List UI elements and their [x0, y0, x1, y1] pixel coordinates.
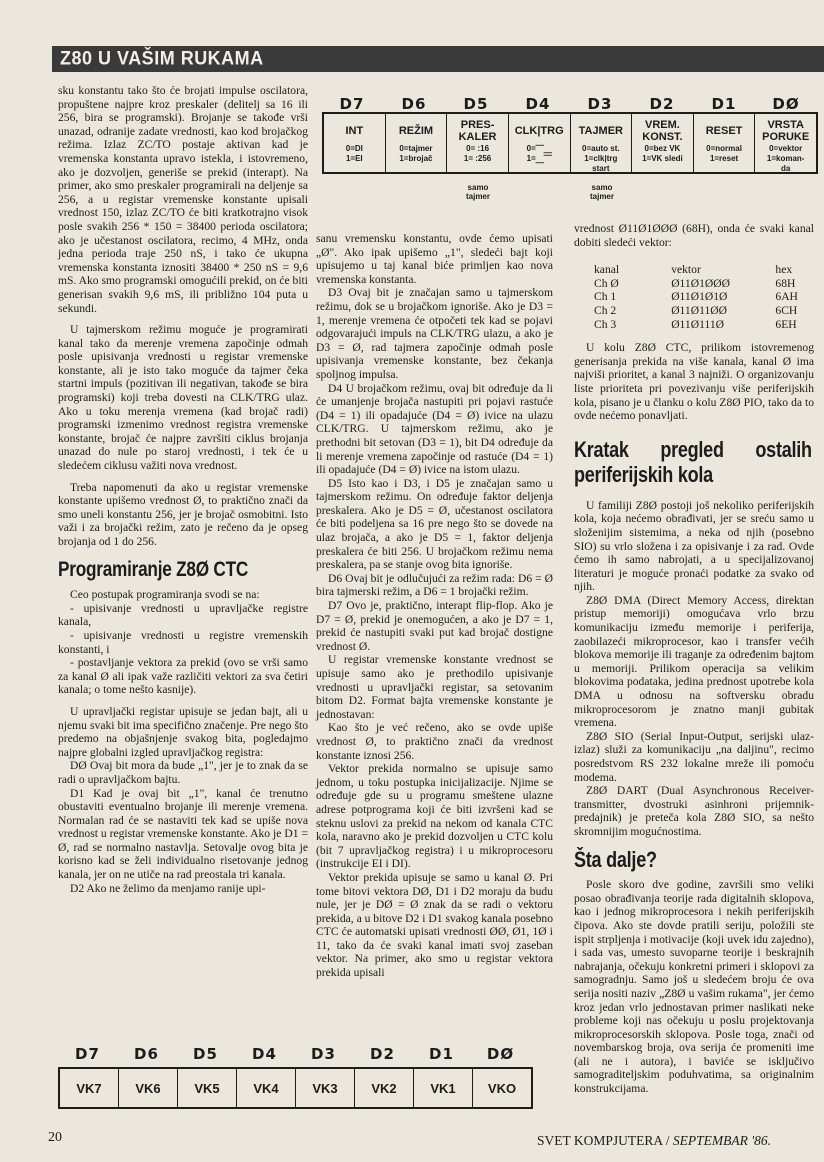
table-cell: 6EH — [775, 317, 797, 331]
column-2 — [316, 232, 553, 980]
bit-label: D4 — [525, 95, 551, 113]
register-cell: VK3 — [296, 1069, 355, 1107]
paragraph: Posle skoro dve godine, završili smo veliki posao obrađivanja teorije rada digitalnih sklopova, kao i jednog mikroprocesora i nekih periferijskih čipova. Ako ste dovde pratili seriju, položili ste ispit strpljenja i motivacije (koji uvek idu zajedno), i sada vas, umesto suvoparne teorije i beskrajnih nabrajanja, očekuju konkretni primeri i sklopovi za samogradnju. Samo još u sledećem broju će ova serija nositi naziv „Z8Ø u vašim rukama", jer ćemo kroz jedan vrlo jednostavan primer naslikati neke probleme koji nas očekuju u poslu projektovanja mikroprocesorskih sklopova. Posle toga, znači od novembarskog broja, ova serija će promeniti ime (ali ne i autora), i baviće se isključivo samograditeljskim poduhvatima, sa originalnim konstrukcijama. — [574, 878, 814, 1096]
bit-label: D1 — [429, 1045, 454, 1063]
bit-labels-top — [318, 95, 818, 113]
column-header: vektor — [671, 263, 701, 277]
section-heading: Programiranje Z8Ø CTC — [58, 557, 249, 581]
page-number: 20 — [48, 1130, 62, 1145]
bit-label: DØ — [486, 1045, 515, 1063]
vector-register-box — [58, 1067, 533, 1109]
register-cell — [509, 114, 571, 172]
table-row — [594, 290, 814, 304]
table-cell: 6AH — [775, 290, 798, 304]
paragraph: Z8Ø DART (Dual Asynchronous Receiver-transmitter, dvostruki asinhroni prijemnik-predajnik) je preteča kola Z8Ø SIO, sa nešto skromnijim mogućnostima. — [574, 784, 814, 838]
bit-label: D7 — [75, 1045, 100, 1063]
table-row — [594, 304, 814, 318]
cell-name: RESET — [705, 125, 743, 137]
vector-register-diagram — [58, 1045, 533, 1096]
table-cell: 6CH — [775, 303, 798, 317]
bit-label: D7 — [339, 95, 365, 113]
note-samo-tajmer-d3: samo tajmer — [589, 183, 614, 201]
paragraph: Z8Ø DMA (Direct Memory Access, direktan pristup memoriji) omogućava vrlo brzu komunikaciju između memorije i periferija, zaobilazeći mikroprocesor, kao i transfer većih blokova memorije ili traganje za određenim bajtom u memoriji. Prilikom operacija sa velikim blokovima podataka, jedina prednost upotrebe kola DMA u odnosu na softversku obradu mikroprocesorom je znatno manji gubitak vremena. — [574, 593, 814, 730]
footer-publication — [537, 1133, 771, 1149]
register-cell — [386, 114, 448, 172]
table-cell: Ch Ø — [594, 276, 619, 290]
bit-label: D2 — [649, 95, 675, 113]
table-cell: Ø11Ø11ØØ — [671, 303, 728, 317]
table-cell: Ch 3 — [594, 317, 617, 331]
cell-values: 0=bez VK 1=VK sledi — [642, 144, 683, 163]
cell-name: INT — [345, 125, 364, 137]
paragraph: U upravljački registar upisuje se jedan bajt, ali u njemu svaki bit ima specifično značenje. Pre nego što predemo na objašnjenje svakog bita, pogledajmo najpre globalni izgled upravljačkog registra: — [58, 704, 308, 759]
register-cell — [324, 114, 386, 172]
paragraph: - upisivanje vrednosti u registre vremenskih konstanti, i — [58, 628, 308, 656]
register-cell: VK7 — [60, 1069, 119, 1107]
bit-labels-bottom — [58, 1045, 533, 1063]
bit-label: D1 — [711, 95, 737, 113]
register-cell: VK6 — [119, 1069, 178, 1107]
paragraph: sanu vremensku konstantu, ovde ćemo upisati „Ø". Ako ipak upišemo „1", sledeći bajt koji upisujemo u taj kanal biće primljen kao nova vremenska konstanta. — [316, 232, 553, 286]
paragraph: U kolu Z8Ø CTC, prilikom istovremenog generisanja prekida na više kanala, kanal Ø ima najviši prioritet, a kanal 3 najniži. O organizovanju liste prioriteta pri povezivanju više periferijskih kola, pisano je u članku o kolu Z8Ø PIO, tako da to ovde nećemo ponavljati. — [574, 341, 814, 423]
cell-values: 0=tajmer 1=brojač — [399, 144, 433, 163]
paragraph: D4 U brojačkom režimu, ovaj bit određuje da li će umanjenje brojača nastupiti pri pojavi rastuće (D4 = 1) ili opadajuće (D4 = Ø) ivice na ulazu CLK/TRG. U tajmerskom režimu, ako je prethodni bit setovan (D3 = 1), bit D4 određuje da li merenje vremena započinje od rastuće (D4 = 1) ili opadajuće (D4 = Ø) ivice na istom ulazu. — [316, 381, 553, 477]
cell-name: CLK|TRG — [514, 125, 564, 137]
cell-name: REŽIM — [398, 125, 434, 137]
note-samo-tajmer-d5: samo tajmer — [465, 183, 490, 201]
register-cell: VKO — [487, 1080, 517, 1096]
cell-name: VRSTA PORUKE — [762, 119, 810, 143]
paragraph: D1 Kad je ovaj bit „1", kanal će trenutno obustaviti eventualno brojanje ili merenje vremena. Normalan rad će se nastaviti tek kad se upiše nova vrednost u registar vremenske konstante. Ako je D1 = Ø, rad se normalno nastavlja. Setovalje ovog bita je korisno kad se želi individualno risetovanje jednog kanala, jer on ne utiče na rad preostala tri kanala. — [58, 786, 308, 882]
bit-label: D5 — [463, 95, 489, 113]
table-cell: Ch 1 — [594, 290, 617, 304]
column-3 — [574, 222, 814, 1096]
bit-label: D5 — [193, 1045, 218, 1063]
paragraph: DØ Ovaj bit mora da bude „1", jer je to znak da se radi o upravljačkom bajtu. — [58, 759, 308, 786]
bit-label: D2 — [370, 1045, 395, 1063]
cell-values: 0=DI 1=EI — [345, 144, 363, 163]
bit-label: D3 — [587, 95, 613, 113]
paragraph: Z8Ø SIO (Serial Input-Output, serijski ulaz-izlaz) služi za komunikaciju „na daljinu", recimo posredstvom RS 232 lokalne mreže ili pomoću modema. — [574, 729, 814, 784]
paragraph: Vektor prekida normalno se upisuje samo jednom, u toku postupka inicijalizacije. Njime se određuje gde su u programu smeštene ulazne adrese potprograma koji će biti izvršeni kad se steknu uslovi za prekid na nekom od kanala CTC kola, naravno ako je prekid dozvoljen u CTC kolu (bit 7 upravljačkog registra) i u mikroprocesoru (instrukcije EI i DI). — [316, 762, 553, 871]
cell-values: 0=vektor 1=koman- da — [766, 144, 805, 173]
paragraph: Vektor prekida upisuje se samo u kanal Ø. Pri tome bitovi vektora DØ, D1 i D2 moraju da budu nule, jer je DØ = Ø znak da se radi o vektoru prekida, a u bitove D2 i D1 svakog kanala posebno CTC će automatski upisati vrednosti ØØ, Ø1, 1Ø i 11, tako da će svaki kanal imati svoj zaseban vektor. Na primer, ako smo u registar vektora prekida upisali — [316, 870, 553, 980]
register-cell: VK5 — [178, 1069, 237, 1107]
column-1 — [58, 84, 308, 895]
cell-name: TAJMER — [578, 125, 624, 137]
bit-label: DØ — [772, 95, 800, 113]
section-heading: Šta dalje? — [574, 846, 657, 872]
table-cell: Ø11Ø1Ø1Ø — [671, 290, 728, 304]
register-cell — [571, 114, 633, 172]
page-header-title: Z80 U VAŠIM RUKAMA — [60, 46, 264, 69]
paragraph: Ceo postupak programiranja svodi se na: — [70, 588, 260, 602]
bit-label: D6 — [134, 1045, 159, 1063]
table-cell: Ch 2 — [594, 303, 617, 317]
issue-date: SEPTEMBAR '86. — [672, 1133, 772, 1148]
paragraph: U familiji Z8Ø postoji još nekoliko periferijskih kola, koja nećemo obrađivati, jer se sreću samo u složenijim sistemima, a neka od njih (posebno SIO) su vrlo složena i za opisivanje i za rad. Ovde ćemo ih samo nabrojati, a u specijalizovanoj literaturi je moguće pronaći podatke za svako od njih. — [574, 498, 814, 594]
paragraph: D2 Ako ne želimo da menjamo ranije upi- — [70, 881, 266, 895]
table-cell: 68H — [775, 276, 796, 290]
table-row — [594, 318, 814, 332]
cell-values: 0= :16 1= :256 — [463, 144, 492, 163]
table-cell: Ø11Ø111Ø — [671, 317, 724, 331]
paragraph: - postavljanje vektora za prekid (ovo se vrši samo za kanal Ø ali ipak važe različiti vektori za sva četiri kanala; o tome nešto kasnije). — [58, 656, 308, 697]
column-header: hex — [775, 263, 793, 277]
paragraph: vrednost Ø11Ø1ØØØ (68H), onda će svaki kanal dobiti sledeći vektor: — [574, 222, 814, 249]
cell-values: 0=⎺⎽ 1=⎽⎺ — [526, 144, 552, 163]
cell-values: 0=auto st. 1=clk|trg start — [582, 144, 620, 173]
control-register-box — [322, 112, 818, 174]
cell-name: VREM. KONST. — [642, 119, 683, 143]
bit-label: D3 — [311, 1045, 336, 1063]
paragraph: D5 Isto kao i D3, i D5 je značajan samo u tajmerskom režimu. On određuje faktor deljenja preskalera. Ako je D5 = Ø, učestanost oscilatora će biti podeljena sa 16 pre nego što se dovede na ulaz brojača, a ako je D5 = 1, faktor deljenja preskalera će biti 256. U brojačkom režimu nema preskalera, pa se stanje ovog bita ignoriše. — [316, 476, 553, 572]
register-cell: VK2 — [355, 1069, 414, 1107]
register-cell: VK1 — [414, 1069, 473, 1107]
paragraph: Kao što je već rečeno, ako se ovde upiše vrednost Ø, to praktično znači da vrednost konstante iznosi 256. — [316, 721, 553, 762]
section-heading: Kratak pregled ostalih periferijskih kola — [574, 436, 812, 487]
register-cell — [694, 114, 756, 172]
register-cell — [632, 114, 694, 172]
paragraph: sku konstantu tako što će brojati impulse oscilatora, propuštene najpre kroz preskaler (delitelj sa 16 ili 256, bira se programski). Brojanje se takođe vrši unazad, odranije zadate vrednosti, kao kod brojačkog režima. Izlaz ZC/TO postaje aktivan kad je vremenska konstanta upravo istekla, i istovremeno, ako je dozvoljen, generiše se prekid (interapt). Na primer, ako smo preskaler programirali na deljenje sa 256, a u registar vremenske konstante upisali vrednost 150, izlaz ZC/TO će biti kratkotrajno visok posle svakih 256 * 150 = 38400 perioda oscilatora; ako je učestanost oscilatora, recimo, 4 MHz, onda jedna perioda traje 250 nS, i tako će ukupna vremenska konstanta iznositi 38400 * 250 nS = 9,6 mS. Ako smo programski omogućili prekid, on će biti generisan svakih 9,6 mS, ili približno 104 puta u sekundi. — [58, 84, 308, 315]
table-cell: Ø11Ø1ØØØ — [671, 276, 731, 290]
vector-table — [594, 263, 814, 331]
paragraph: D6 Ovaj bit je odlučujući za režim rada: D6 = Ø bira tajmerski režim, a D6 = 1 brojački režim. — [316, 571, 553, 599]
table-row — [594, 277, 814, 291]
control-register-diagram — [318, 95, 818, 201]
bit-label: D6 — [401, 95, 427, 113]
paragraph: U tajmerskom režimu moguće je programirati kanal tako da merenje vremena započinje odmah posle upisivanja vrednosti u registar vremenske konstante, ali je isto tako moguće da tajmer čeka startni impuls (pozitivan ili negativan, takođe se bira programski) koji treba dovesti na CLK/TRG ulaz. Ako u toku merenja vremena (kad brojač radi) programski izmenimo vrednost registra vremenske konstante, brojač će najpre završiti ciklus brojanja unazad do nule po staroj vrednosti, i tek će u sledećem ciklusu važiti nova vrednost. — [58, 323, 308, 473]
register-cell — [755, 114, 816, 172]
paragraph: D3 Ovaj bit je značajan samo u tajmerskom režimu, dok se u brojačkom ignoriše. Ako je D3 = 1, merenje vremena će otpočeti tek kad se pojavi odgovarajući impuls na CLK/TRG ulazu, a ako je D3 = Ø, rad tajmera započinje odmah posle upisivanja vremenske konstante, bez čekanja spoljnog impulsa. — [316, 286, 553, 381]
register-cell: VK4 — [237, 1069, 296, 1107]
register-cell — [447, 114, 509, 172]
magazine-name: SVET KOMPJUTERA / — [537, 1133, 670, 1148]
bit-label: D4 — [252, 1045, 277, 1063]
cell-values: 0=normal 1=reset — [706, 144, 742, 163]
column-header: kanal — [594, 263, 620, 277]
paragraph: Treba napomenuti da ako u registar vremenske konstante upišemo vrednost Ø, to praktično znači da smo uneli konstantu 256, jer je brojač osmobitni. Isto važi i za brojački režim, zato je rečeno da je opseg brojanja od 1 do 256. — [58, 480, 308, 548]
paragraph: - upisivanje vrednosti u upravljačke registre kanala, — [58, 601, 308, 629]
paragraph: U registar vremenske konstante vrednost se upisuje samo ako je prethodilo upisivanje vrednosti u upravljački registar, sa setovanim bitom D2. Format bajta vremenske konstante je jednostavan: — [316, 653, 553, 721]
table-header-row — [594, 263, 814, 277]
cell-name: PRES- KALER — [458, 119, 497, 143]
paragraph: D7 Ovo je, praktično, interapt flip-flop. Ako je D7 = Ø, prekid je onemogućen, a ako je D7 = 1, prekid će nastupiti svaki put kad brojač dostigne vrednost Ø. — [316, 599, 553, 653]
